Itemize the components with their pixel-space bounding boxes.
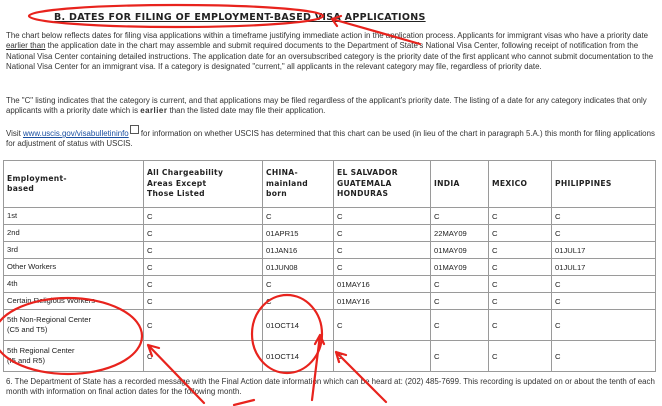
date-cell: C — [552, 225, 656, 242]
column-header-line: Those Listed — [147, 189, 205, 199]
c-listing-text-1: The "C" listing indicates that the category is current, and that applications may be filed regardless of the applicant's priority date. The listing of a date for any category indicates that only applicants with a priority date which is — [6, 96, 647, 116]
category-line: 4th — [7, 279, 18, 288]
table-row — [4, 341, 656, 372]
column-header-line: EL SALVADOR — [337, 168, 398, 178]
column-header — [431, 161, 489, 208]
category-cell — [4, 225, 144, 242]
c-listing-paragraph — [6, 96, 658, 117]
date-cell: 01MAY09 — [431, 242, 489, 259]
category-line: 2nd — [7, 228, 20, 237]
intro-text-2: the application date in the chart may assemble and submit required documents to the Department of State's National Visa Center, following receipt of notification from the National Visa Center containing detailed instructions. The application date for an oversubscribed category is the priority date of the first applicant who cannot submit documentation to the National Visa Center for an immigrant visa. If a category is designated "current," all applicants in the relevant category may file, regardless of priority date. — [6, 41, 654, 72]
date-cell: C — [431, 341, 489, 372]
date-cell: 01MAY16 — [334, 293, 431, 310]
section-heading: B. DATES FOR FILING OF EMPLOYMENT-BASED VISA APPLICATIONS — [54, 12, 426, 23]
date-cell: C — [144, 293, 263, 310]
date-cell: C — [334, 310, 431, 341]
table-row — [4, 208, 656, 225]
date-cell: C — [334, 208, 431, 225]
date-cell: C — [431, 276, 489, 293]
date-cell: C — [144, 310, 263, 341]
category-line: 1st — [7, 211, 18, 220]
column-header-line: GUATEMALA — [337, 178, 392, 188]
category-cell — [4, 276, 144, 293]
date-cell: 01APR15 — [263, 225, 334, 242]
column-header — [263, 161, 334, 208]
date-cell: C — [144, 259, 263, 276]
date-cell: C — [552, 276, 656, 293]
uscis-paragraph — [6, 127, 658, 150]
footnote-paragraph: 6. The Department of State has a recorded message with the Final Action date information which can be heard at: (202) 485-7699. This recording is updated on or about the tenth of each month with information on final action dates for the following month. — [6, 377, 655, 397]
intro-earlier-than: earlier than — [6, 41, 46, 51]
intro-paragraph — [6, 31, 658, 73]
date-cell: C — [334, 225, 431, 242]
column-header — [144, 161, 263, 208]
category-line: (I5 and R5) — [7, 356, 45, 365]
date-cell: C — [431, 293, 489, 310]
date-cell: C — [263, 208, 334, 225]
external-link-icon — [130, 125, 139, 134]
category-cell — [4, 293, 144, 310]
table-row — [4, 276, 656, 293]
date-cell: C — [144, 276, 263, 293]
date-cell: 01JUL17 — [552, 259, 656, 276]
date-cell: C — [144, 242, 263, 259]
table-header-row — [4, 161, 656, 208]
column-header-line: All Chargeability — [147, 168, 224, 178]
date-cell: C — [489, 208, 552, 225]
category-cell — [4, 310, 144, 341]
category-cell — [4, 208, 144, 225]
date-cell: C — [263, 276, 334, 293]
column-header-line: based — [7, 184, 35, 193]
column-header-line: Areas Except — [147, 178, 207, 188]
date-cell: C — [489, 341, 552, 372]
category-line: 5th Non-Regional Center — [7, 315, 92, 324]
date-cell: 01OCT14 — [263, 341, 334, 372]
date-cell: 22MAY09 — [431, 225, 489, 242]
column-header-line: HONDURAS — [337, 189, 389, 199]
table-row — [4, 225, 656, 242]
date-cell: 01JAN16 — [263, 242, 334, 259]
uscis-text-2: for information on whether USCIS has determined that this chart can be used (in lieu of the chart in paragraph 5.A.) this month for filing applications for adjustment of status with USCIS. — [6, 129, 655, 149]
date-cell: C — [489, 276, 552, 293]
date-cell: C — [552, 310, 656, 341]
date-cell: C — [334, 341, 431, 372]
date-cell: C — [552, 293, 656, 310]
category-cell — [4, 259, 144, 276]
column-header-line: mainland — [266, 178, 309, 188]
table-body — [4, 208, 656, 372]
c-listing-earlier: earlier — [140, 106, 168, 116]
column-header — [334, 161, 431, 208]
date-cell: C — [144, 208, 263, 225]
table-row — [4, 242, 656, 259]
column-header-line: MEXICO — [492, 178, 528, 188]
c-listing-text-2: than the listed date may file their application. — [167, 106, 326, 116]
date-cell: C — [431, 208, 489, 225]
date-cell: C — [489, 293, 552, 310]
column-header — [489, 161, 552, 208]
date-cell: 01MAY16 — [334, 276, 431, 293]
category-line: 3rd — [7, 245, 18, 254]
date-cell: C — [431, 310, 489, 341]
column-header — [552, 161, 656, 208]
date-cell: C — [144, 225, 263, 242]
date-cell: 01MAY09 — [431, 259, 489, 276]
date-cell: 01JUN08 — [263, 259, 334, 276]
column-header — [4, 161, 144, 208]
filing-dates-table — [3, 160, 656, 372]
column-header-line: PHILIPPINES — [555, 178, 612, 188]
column-header-line: INDIA — [434, 178, 460, 188]
table-row — [4, 293, 656, 310]
date-cell: C — [144, 341, 263, 372]
category-line: Other Workers — [7, 262, 57, 271]
date-cell: C — [552, 341, 656, 372]
date-cell: C — [263, 293, 334, 310]
category-line: 5th Regional Center — [7, 346, 75, 355]
category-cell — [4, 341, 144, 372]
column-header-line: born — [266, 189, 288, 199]
date-cell: 01OCT14 — [263, 310, 334, 341]
date-cell: C — [489, 242, 552, 259]
category-line: Certain Religious Workers — [7, 296, 96, 305]
date-cell: C — [489, 310, 552, 341]
uscis-text-1: Visit — [6, 129, 23, 138]
column-header-line: Employment- — [7, 173, 67, 183]
date-cell: C — [489, 259, 552, 276]
intro-text-1: The chart below reflects dates for filing visa applications within a timeframe justifying immediate action in the application process. Applicants for immigrant visas who have a priority date — [6, 31, 649, 40]
column-header-line: CHINA- — [266, 168, 298, 178]
date-cell: 01JUL17 — [552, 242, 656, 259]
table-row — [4, 310, 656, 341]
date-cell: C — [334, 259, 431, 276]
category-cell — [4, 242, 144, 259]
table-row — [4, 259, 656, 276]
date-cell: C — [489, 225, 552, 242]
date-cell: C — [334, 242, 431, 259]
uscis-link[interactable]: www.uscis.gov/visabulletininfo — [22, 129, 129, 138]
date-cell: C — [552, 208, 656, 225]
category-line: (C5 and T5) — [7, 325, 48, 334]
